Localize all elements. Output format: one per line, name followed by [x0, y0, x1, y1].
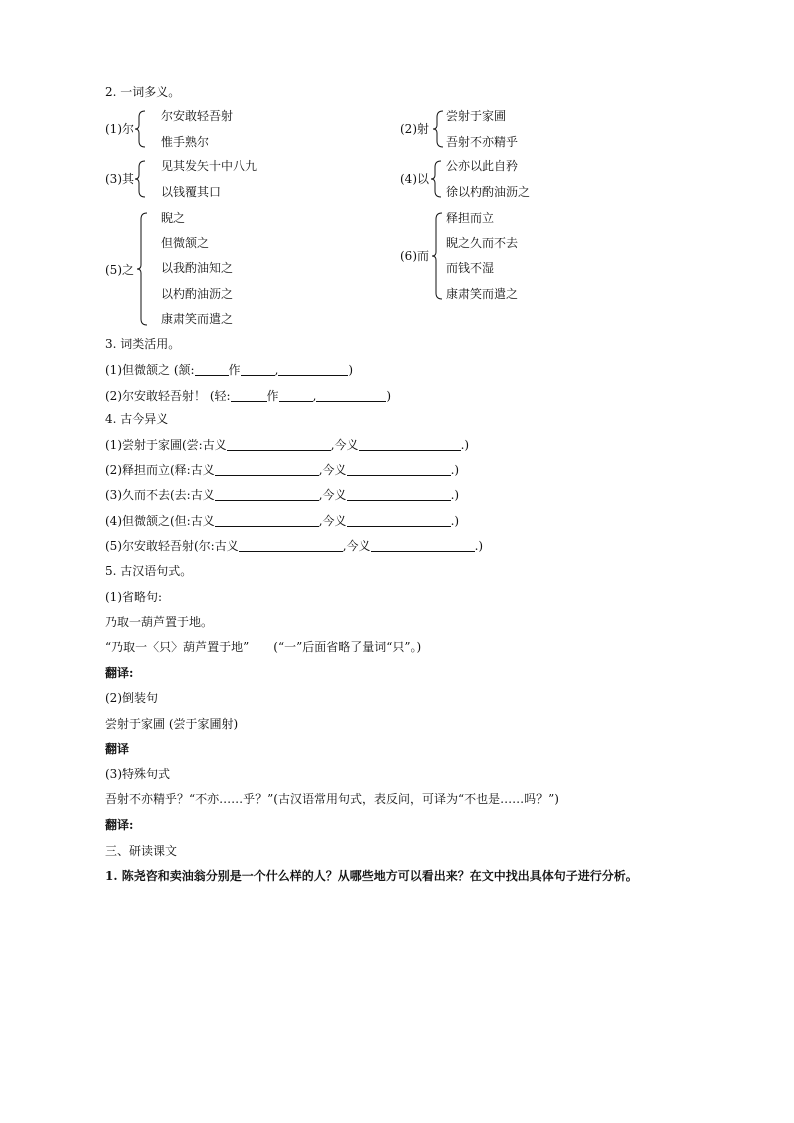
brace-icon: [135, 109, 149, 149]
section-title-polysemy: 2. 一词多义。: [105, 85, 181, 99]
answer-blank[interactable]: [316, 389, 386, 402]
answer-blank[interactable]: [215, 514, 319, 527]
item-text: .): [450, 514, 460, 528]
answer-blank[interactable]: [359, 438, 461, 451]
section-title-sentence-patterns: 5. 古汉语句式。: [105, 564, 193, 578]
answer-blank[interactable]: [215, 488, 319, 501]
item-text: (2)释担而立(释:古义: [105, 463, 215, 477]
sentence-pattern-line: 吾射不亦精乎？“不亦……乎？”(古汉语常用句式，表反问，可译为“不也是……吗？”): [105, 792, 559, 806]
group-item: 而钱不湿: [446, 261, 495, 275]
group-item: 睨之: [161, 211, 186, 225]
group-label: (5)之: [105, 263, 134, 277]
ancient-modern-item-1: [105, 437, 469, 453]
brace-icon: [433, 109, 447, 149]
word-class-question-2: [105, 388, 391, 404]
sentence-pattern-line: “乃取一〈只〉葫芦置于地” (“一”后面省略了量词“只”。): [105, 640, 422, 654]
group-label: (4)以: [400, 172, 429, 186]
ancient-modern-item-3: [105, 487, 459, 503]
answer-blank[interactable]: [241, 363, 275, 376]
section-title-word-class: 3. 词类活用。: [105, 337, 181, 351]
section-title-study-text: 三、研读课文: [105, 844, 178, 858]
answer-blank[interactable]: [195, 363, 229, 376]
item-text: (4)但微颔之(但:古义: [105, 514, 215, 528]
question-text: (1)但微颔之 (颔:: [105, 363, 195, 377]
group-item: 康肃笑而遣之: [161, 312, 234, 326]
item-text: .): [474, 539, 484, 553]
group-item: 睨之久而不去: [446, 236, 519, 250]
item-text: .): [450, 488, 460, 502]
group-item: 见其发矢十中八九: [161, 159, 258, 173]
answer-blank[interactable]: [347, 463, 451, 476]
group-item: 以钱覆其口: [161, 185, 222, 199]
translation-label: 翻译:: [105, 666, 134, 680]
item-text: .): [460, 438, 470, 452]
item-text: ,今义: [342, 539, 371, 553]
group-label: (3)其: [105, 172, 134, 186]
brace-icon: [135, 159, 149, 199]
answer-blank[interactable]: [278, 363, 348, 376]
group-item: 以我酌油知之: [161, 261, 234, 275]
item-text: .): [450, 463, 460, 477]
group-item: 徐以杓酌油沥之: [446, 185, 531, 199]
group-item: 释担而立: [446, 211, 495, 225]
answer-blank[interactable]: [347, 514, 451, 527]
ancient-modern-item-4: [105, 513, 459, 529]
item-text: ,今义: [318, 488, 347, 502]
item-text: (3)久而不去(去:古义: [105, 488, 215, 502]
ancient-modern-item-2: [105, 462, 459, 478]
answer-blank[interactable]: [215, 463, 319, 476]
group-label: (1)尔: [105, 122, 134, 136]
group-item: 但微颔之: [161, 236, 210, 250]
translation-label: 翻译:: [105, 818, 134, 832]
group-item: 尝射于家圃: [446, 109, 507, 123]
answer-blank[interactable]: [227, 438, 331, 451]
item-text: ,今义: [330, 438, 359, 452]
section-title-ancient-modern: 4. 古今异义: [105, 412, 169, 426]
brace-icon: [432, 211, 446, 301]
question-text: ): [386, 389, 392, 403]
sentence-pattern-line: (3)特殊句式: [105, 767, 170, 781]
item-text: ,今义: [318, 514, 347, 528]
question-text: ,: [274, 363, 279, 377]
group-item: 以杓酌油沥之: [161, 287, 234, 301]
question-text: 作: [266, 389, 279, 403]
sentence-pattern-line: 尝射于家圃 (尝于家圃射): [105, 717, 239, 731]
brace-icon: [431, 159, 445, 199]
question-text: ,: [312, 389, 317, 403]
sentence-pattern-line: (2)倒装句: [105, 691, 158, 705]
question-text: (2)尔安敢轻吾射！ (轻:: [105, 389, 231, 403]
study-question-1: 1. 陈尧咨和卖油翁分别是一个什么样的人？从哪些地方可以看出来？在文中找出具体句子进行分析。: [105, 869, 638, 883]
group-item: 尔安敢轻吾射: [161, 109, 234, 123]
group-item: 吾射不亦精乎: [446, 135, 519, 149]
answer-blank[interactable]: [371, 539, 475, 552]
group-label: (6)而: [400, 249, 429, 263]
question-text: 作: [228, 363, 241, 377]
question-text: ): [348, 363, 354, 377]
group-label: (2)射: [400, 122, 429, 136]
answer-blank[interactable]: [347, 488, 451, 501]
group-item: 康肃笑而遣之: [446, 287, 519, 301]
group-item: 惟手熟尔: [161, 135, 210, 149]
item-text: (1)尝射于家圃(尝:古义: [105, 438, 227, 452]
sentence-pattern-line: 乃取一葫芦置于地。: [105, 615, 214, 629]
item-text: (5)尔安敢轻吾射(尔:古义: [105, 539, 239, 553]
group-item: 公亦以此自矜: [446, 159, 519, 173]
sentence-pattern-line: (1)省略句:: [105, 590, 163, 604]
translation-label: 翻译: [105, 742, 130, 756]
item-text: ,今义: [318, 463, 347, 477]
answer-blank[interactable]: [239, 539, 343, 552]
answer-blank[interactable]: [279, 389, 313, 402]
ancient-modern-item-5: [105, 538, 483, 554]
answer-blank[interactable]: [231, 389, 267, 402]
brace-icon: [137, 211, 151, 327]
word-class-question-1: [105, 362, 353, 378]
